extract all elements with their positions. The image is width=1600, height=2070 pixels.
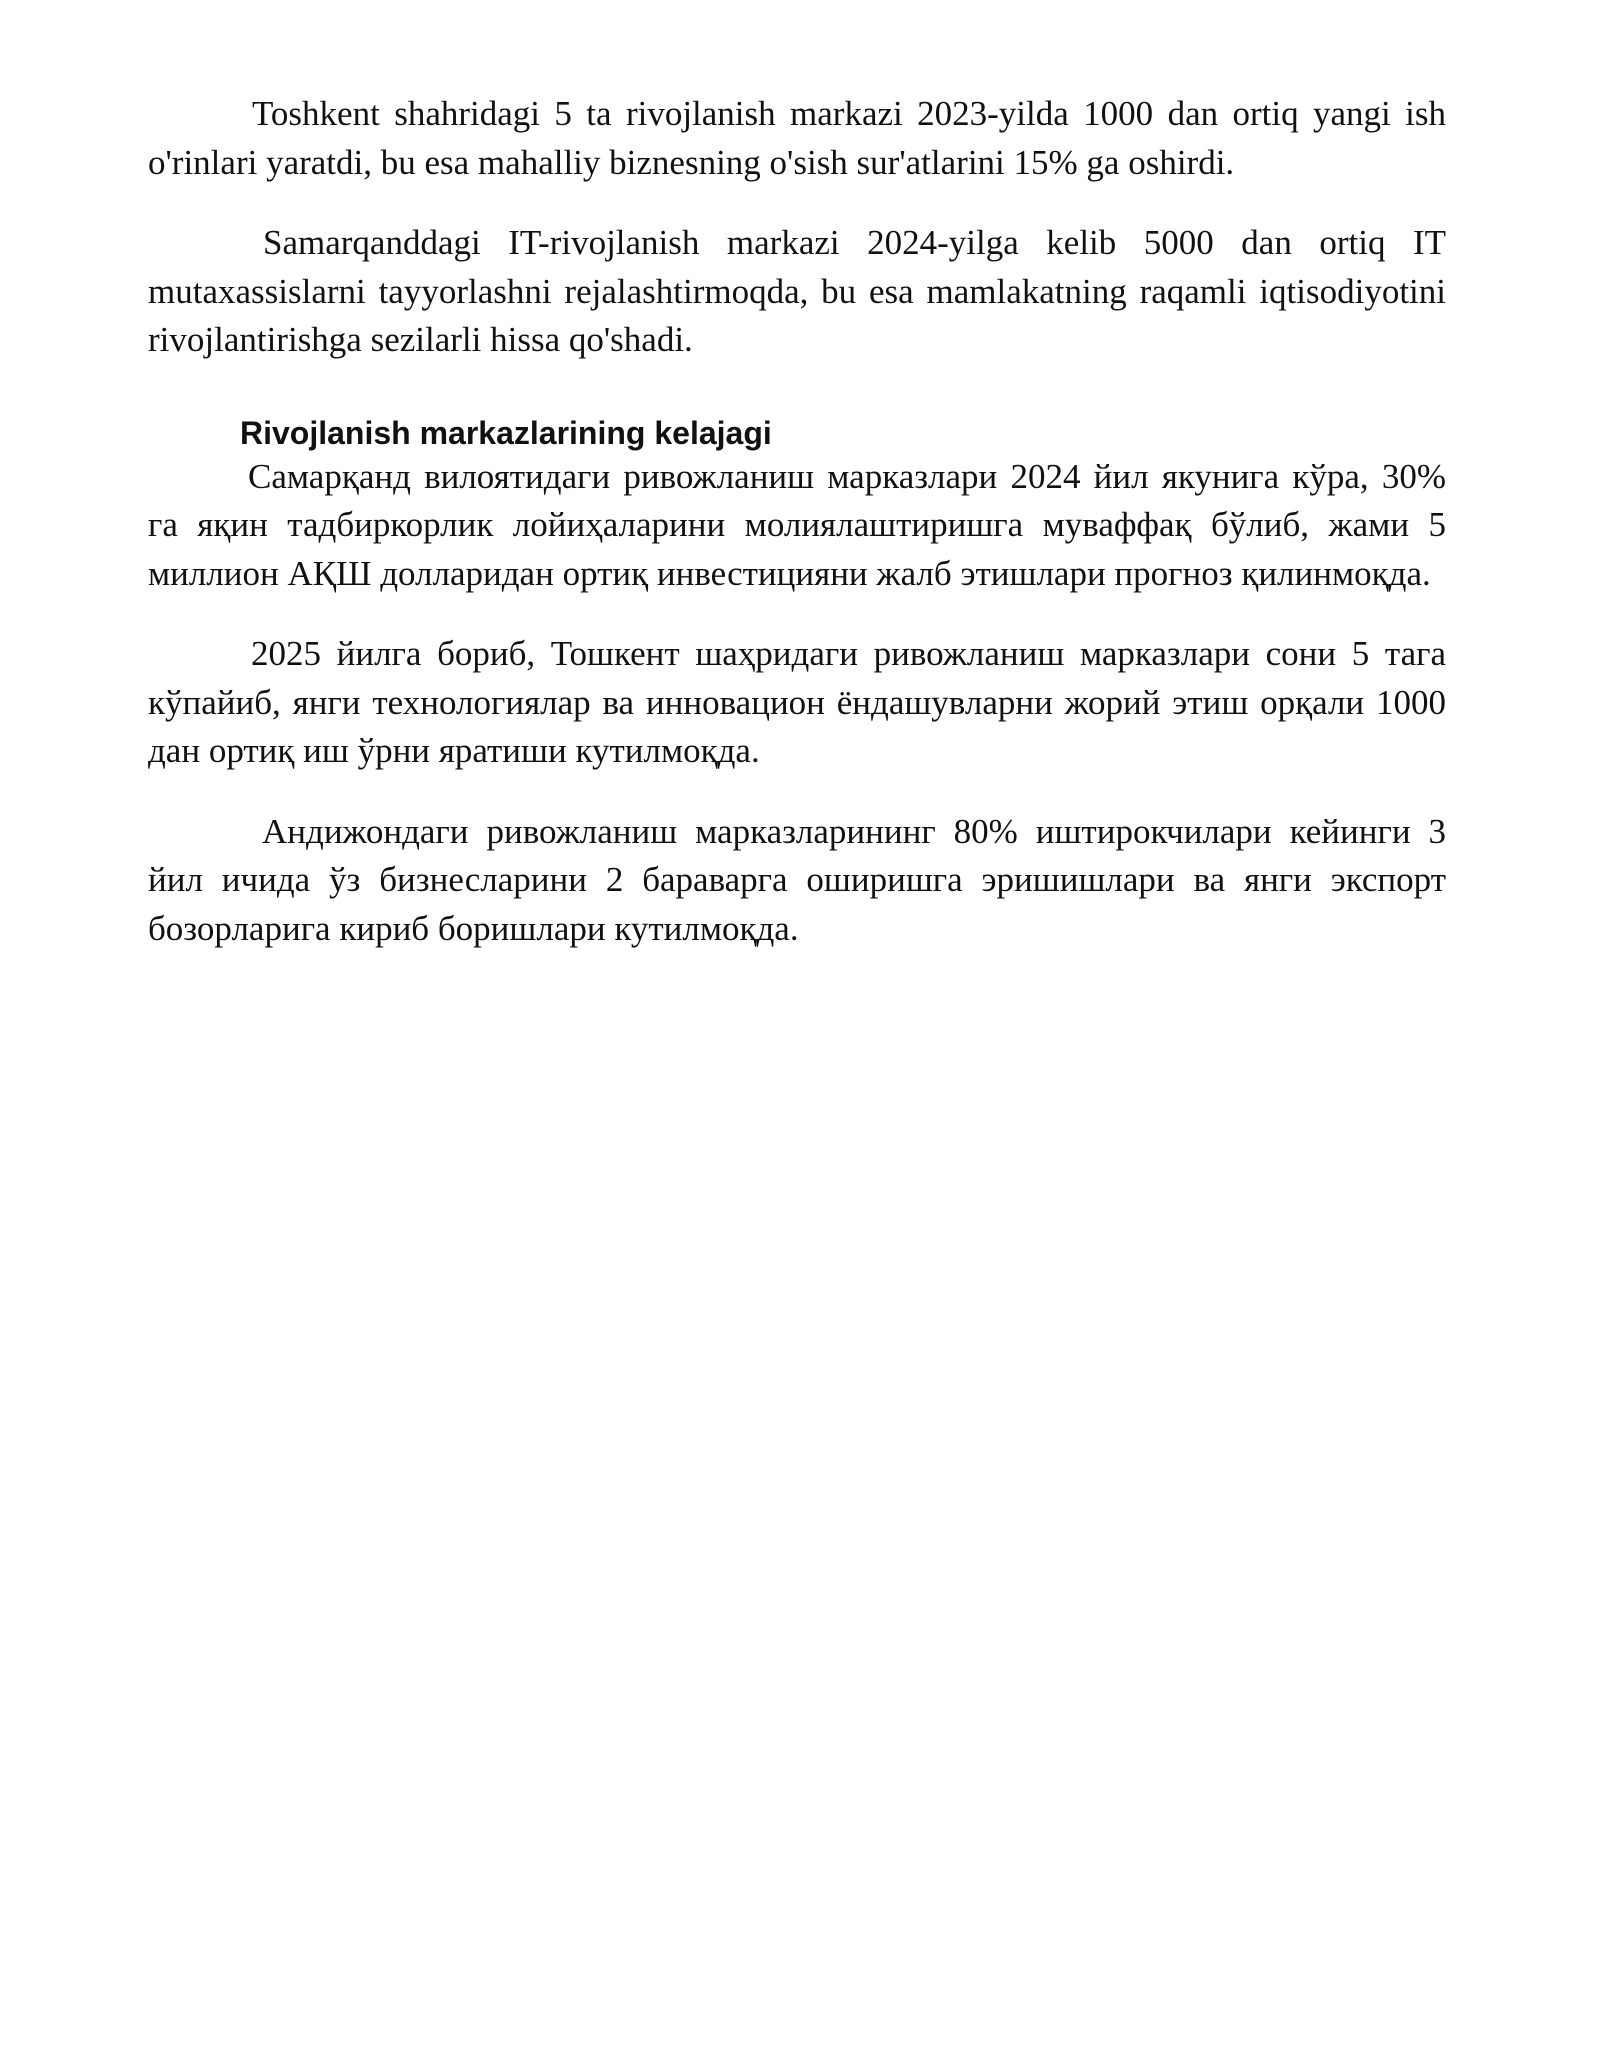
paragraph-samarkand-investment: Самарқанд вилоятидаги ривожланиш марказлари 2024 йил якунига кўра, 30% га яқин тадбиркорлик лойиҳаларини молиялаштиришга муваффақ бўлиб, жами 5 миллион АҚШ долларидан ортиқ инвестицияни жалб этишлари прогноз қилинмоқда. xyxy=(148,456,1446,593)
section-heading: Rivojlanish markazlarining kelajagi xyxy=(240,414,772,451)
paragraph-tashkent-jobs: Toshkent shahridagi 5 ta rivojlanish markazi 2023-yilda 1000 dan ortiq yangi ish o'rinlari yaratdi, bu esa mahalliy biznesning o'sish sur'atlarini 15% ga oshirdi. xyxy=(148,94,1446,182)
paragraph-andijan-export: Андижондаги ривожланиш марказларининг 80% иштирокчилари кейинги 3 йил ичида ўз бизнесларини 2 бараварга оширишга эришишлари ва янги экспорт бозорларига кириб боришлари кутилмоқда. xyxy=(148,811,1446,948)
paragraph-tashkent-2025: 2025 йилга бориб, Тошкент шаҳридаги ривожланиш марказлари сони 5 тага кўпайиб, янги технологиялар ва инновацион ёндашувларни жорий этиш орқали 1000 дан ортиқ иш ўрни яратиши кутилмоқда. xyxy=(148,634,1446,770)
document-page xyxy=(148,90,1446,953)
paragraph-samarkand-it: Samarqanddagi IT-rivojlanish markazi 2024-yilga kelib 5000 dan ortiq IT mutaxassislarni tayyorlashni rejalashtirmoqda, bu esa mamlakatning raqamli iqtisodiyotini rivojlantirishga sezilarli hissa qo'shadi. xyxy=(148,223,1446,359)
